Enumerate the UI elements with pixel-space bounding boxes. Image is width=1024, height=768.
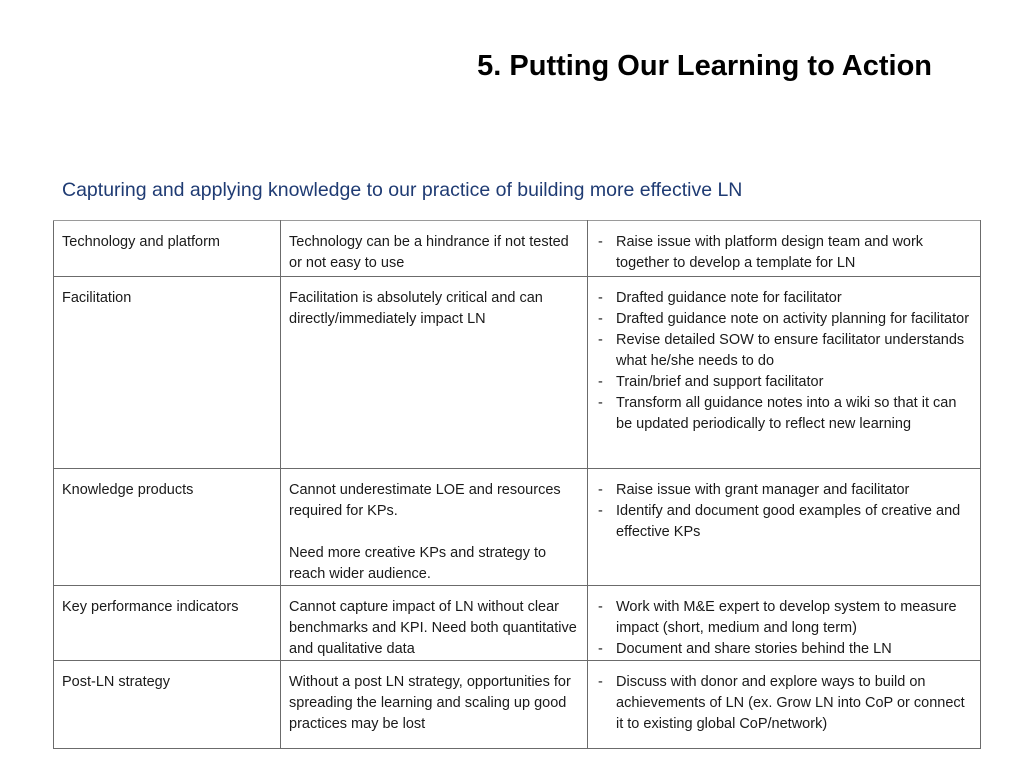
action-item: - Revise detailed SOW to ensure facilitator understands what he/she needs to do	[596, 330, 974, 372]
slide-title: 5. Putting Our Learning to Action	[477, 50, 932, 82]
area-cell	[54, 661, 281, 749]
lesson-text: Need more creative KPs and strategy to reach wider audience.	[289, 545, 547, 582]
area-label: Knowledge products	[62, 482, 194, 498]
action-item: - Work with M&E expert to develop system to measure impact (short, medium and long term)	[596, 597, 974, 639]
table-row	[54, 661, 981, 749]
lessons-table	[53, 220, 981, 749]
table-row	[54, 469, 981, 586]
action-list	[596, 672, 974, 735]
area-label: Key performance indicators	[62, 599, 239, 615]
lesson-cell	[281, 586, 588, 661]
actions-cell	[588, 586, 981, 661]
area-cell	[54, 469, 281, 586]
actions-cell	[588, 469, 981, 586]
actions-cell	[588, 277, 981, 469]
action-item: - Document and share stories behind the LN	[596, 639, 974, 660]
area-cell	[54, 586, 281, 661]
action-list	[596, 288, 974, 435]
actions-cell	[588, 221, 981, 277]
action-item: - Discuss with donor and explore ways to build on achievements of LN (ex. Grow LN into CoP or connect it to existing global CoP/network)	[596, 672, 974, 735]
lesson-cell	[281, 221, 588, 277]
lesson-text: Facilitation is absolutely critical and can directly/immediately impact LN	[289, 290, 543, 327]
lesson-text: Without a post LN strategy, opportunities for spreading the learning and scaling up good practices may be lost	[289, 674, 571, 732]
action-item: - Raise issue with grant manager and facilitator	[596, 480, 974, 501]
actions-cell	[588, 661, 981, 749]
lesson-text: Technology can be a hindrance if not tested or not easy to use	[289, 234, 569, 271]
lesson-cell	[281, 661, 588, 749]
area-label: Technology and platform	[62, 234, 220, 250]
table-row	[54, 277, 981, 469]
area-cell	[54, 221, 281, 277]
action-list	[596, 232, 974, 274]
lesson-cell	[281, 469, 588, 586]
action-item: - Raise issue with platform design team and work together to develop a template for LN	[596, 232, 974, 274]
slide-subtitle: Capturing and applying knowledge to our practice of building more effective LN	[62, 179, 743, 201]
lesson-text: Cannot capture impact of LN without clear benchmarks and KPI. Need both quantitative and qualitative data	[289, 599, 577, 657]
table-row	[54, 586, 981, 661]
action-item: - Identify and document good examples of creative and effective KPs	[596, 501, 974, 543]
area-label: Post-LN strategy	[62, 674, 170, 690]
lesson-text: Cannot underestimate LOE and resources required for KPs.	[289, 482, 561, 519]
table-row	[54, 221, 981, 277]
action-item: - Transform all guidance notes into a wiki so that it can be updated periodically to reflect new learning	[596, 393, 974, 435]
action-item: - Drafted guidance note for facilitator	[596, 288, 974, 309]
action-item: - Drafted guidance note on activity planning for facilitator	[596, 309, 974, 330]
area-cell	[54, 277, 281, 469]
lesson-cell	[281, 277, 588, 469]
action-list	[596, 597, 974, 660]
area-label: Facilitation	[62, 290, 132, 306]
action-list	[596, 480, 974, 543]
action-item: - Train/brief and support facilitator	[596, 372, 974, 393]
